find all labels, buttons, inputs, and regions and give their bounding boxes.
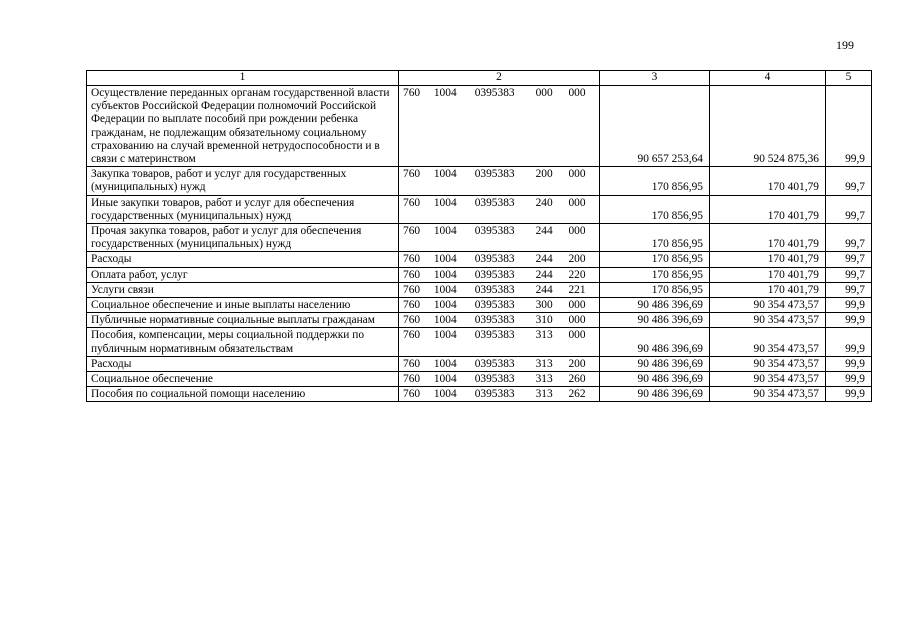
code-target-article: 0395383 (474, 388, 515, 401)
code-grbs: 760 (403, 283, 421, 296)
code-section: 1004 (433, 299, 457, 312)
row-execution-percent: 99,7 (826, 224, 872, 252)
code-grbs: 760 (403, 87, 421, 99)
header-col-5: 5 (826, 71, 872, 86)
row-codes (399, 372, 600, 387)
code-target-article: 0395383 (474, 268, 515, 281)
code-grbs: 760 (403, 373, 421, 386)
row-executed-amount: 90 354 473,57 (710, 298, 826, 313)
row-executed-amount: 90 354 473,57 (710, 328, 826, 356)
code-expense-type: 244 (535, 225, 553, 238)
code-expense-type: 244 (535, 268, 553, 281)
table-row (87, 252, 872, 267)
row-execution-percent: 99,9 (826, 313, 872, 328)
row-name: Пособия по социальной помощи населению (87, 387, 399, 402)
row-codes (399, 387, 600, 402)
table-row (87, 356, 872, 371)
code-expense-type: 240 (535, 196, 553, 209)
row-codes (399, 224, 600, 252)
table-row (87, 267, 872, 282)
code-section: 1004 (433, 357, 457, 370)
row-codes (399, 167, 600, 195)
row-executed-amount: 170 401,79 (710, 224, 826, 252)
code-grbs: 760 (403, 168, 421, 181)
row-executed-amount: 170 401,79 (710, 252, 826, 267)
row-planned-amount: 90 486 396,69 (600, 328, 710, 356)
table-row (87, 387, 872, 402)
row-execution-percent: 99,9 (826, 328, 872, 356)
row-name: Социальное обеспечение (87, 372, 399, 387)
row-codes (399, 195, 600, 223)
code-kosgu: 000 (568, 168, 586, 181)
code-expense-type: 313 (535, 357, 553, 370)
row-execution-percent: 99,7 (826, 252, 872, 267)
row-codes (399, 356, 600, 371)
code-kosgu: 000 (568, 87, 586, 99)
row-planned-amount: 170 856,95 (600, 195, 710, 223)
header-col-4: 4 (710, 71, 826, 86)
code-kosgu: 000 (568, 314, 586, 327)
code-section: 1004 (433, 314, 457, 327)
row-execution-percent: 99,9 (826, 298, 872, 313)
row-executed-amount: 170 401,79 (710, 267, 826, 282)
row-planned-amount: 90 486 396,69 (600, 356, 710, 371)
code-target-article: 0395383 (474, 283, 515, 296)
code-grbs: 760 (403, 314, 421, 327)
row-executed-amount: 90 354 473,57 (710, 387, 826, 402)
row-executed-amount: 170 401,79 (710, 282, 826, 297)
code-target-article: 0395383 (474, 357, 515, 370)
code-expense-type: 313 (535, 329, 553, 342)
code-kosgu: 200 (568, 357, 586, 370)
code-grbs: 760 (403, 225, 421, 238)
header-row (87, 71, 872, 86)
table-row (87, 86, 872, 167)
row-name: Публичные нормативные социальные выплаты гражданам (87, 313, 399, 328)
code-target-article: 0395383 (474, 373, 515, 386)
code-kosgu: 260 (568, 373, 586, 386)
row-name: Услуги связи (87, 282, 399, 297)
row-executed-amount: 90 524 875,36 (710, 86, 826, 167)
row-executed-amount: 170 401,79 (710, 167, 826, 195)
code-target-article: 0395383 (474, 87, 515, 99)
row-execution-percent: 99,9 (826, 372, 872, 387)
table-body (87, 86, 872, 402)
code-target-article: 0395383 (474, 225, 515, 238)
code-grbs: 760 (403, 253, 421, 266)
code-kosgu: 000 (568, 196, 586, 209)
row-planned-amount: 170 856,95 (600, 167, 710, 195)
code-kosgu: 000 (568, 225, 586, 238)
table-row (87, 282, 872, 297)
row-name: Прочая закупка товаров, работ и услуг для обеспечения государственных (муниципальных) нужд (87, 224, 399, 252)
code-target-article: 0395383 (474, 314, 515, 327)
code-section: 1004 (433, 253, 457, 266)
table-row (87, 224, 872, 252)
row-executed-amount: 90 354 473,57 (710, 356, 826, 371)
row-codes (399, 86, 600, 167)
code-expense-type: 313 (535, 388, 553, 401)
code-section: 1004 (433, 196, 457, 209)
code-expense-type: 300 (535, 299, 553, 312)
row-planned-amount: 90 486 396,69 (600, 372, 710, 387)
code-section: 1004 (433, 268, 457, 281)
code-grbs: 760 (403, 329, 421, 342)
row-planned-amount: 90 486 396,69 (600, 298, 710, 313)
code-target-article: 0395383 (474, 253, 515, 266)
code-target-article: 0395383 (474, 196, 515, 209)
code-kosgu: 200 (568, 253, 586, 266)
row-execution-percent: 99,9 (826, 356, 872, 371)
row-name: Иные закупки товаров, работ и услуг для обеспечения государственных (муниципальных) нужд (87, 195, 399, 223)
row-planned-amount: 170 856,95 (600, 224, 710, 252)
header-col-2: 2 (399, 71, 600, 86)
code-section: 1004 (433, 329, 457, 342)
code-expense-type: 313 (535, 373, 553, 386)
code-grbs: 760 (403, 299, 421, 312)
code-section: 1004 (433, 283, 457, 296)
row-executed-amount: 90 354 473,57 (710, 372, 826, 387)
row-name: Социальное обеспечение и иные выплаты населению (87, 298, 399, 313)
code-kosgu: 220 (568, 268, 586, 281)
page-number: 199 (836, 38, 854, 52)
code-target-article: 0395383 (474, 168, 515, 181)
code-grbs: 760 (403, 268, 421, 281)
code-expense-type: 000 (535, 87, 553, 99)
row-codes (399, 328, 600, 356)
code-section: 1004 (433, 373, 457, 386)
row-name: Оплата работ, услуг (87, 267, 399, 282)
row-codes (399, 282, 600, 297)
row-name: Расходы (87, 252, 399, 267)
row-execution-percent: 99,7 (826, 282, 872, 297)
row-planned-amount: 90 486 396,69 (600, 387, 710, 402)
code-expense-type: 244 (535, 253, 553, 266)
table-row (87, 328, 872, 356)
header-col-3: 3 (600, 71, 710, 86)
row-execution-percent: 99,7 (826, 195, 872, 223)
row-name: Расходы (87, 356, 399, 371)
row-execution-percent: 99,7 (826, 267, 872, 282)
row-executed-amount: 90 354 473,57 (710, 313, 826, 328)
row-execution-percent: 99,9 (826, 86, 872, 167)
row-codes (399, 313, 600, 328)
code-kosgu: 221 (568, 283, 586, 296)
code-expense-type: 200 (535, 168, 553, 181)
header-col-1: 1 (87, 71, 399, 86)
code-section: 1004 (433, 168, 457, 181)
row-codes (399, 298, 600, 313)
row-planned-amount: 170 856,95 (600, 282, 710, 297)
row-execution-percent: 99,9 (826, 387, 872, 402)
code-expense-type: 310 (535, 314, 553, 327)
code-kosgu: 262 (568, 388, 586, 401)
row-name: Осуществление переданных органам государственной власти субъектов Российской Федерации полномочий Российской Федерации по выплате пособий при рождении ребенка гражданам, не подлежащим обязательному социальному страхованию на случай временной нетрудоспособности и в связи с материнством (87, 86, 399, 167)
row-execution-percent: 99,7 (826, 167, 872, 195)
code-target-article: 0395383 (474, 329, 515, 342)
code-grbs: 760 (403, 388, 421, 401)
table-row (87, 167, 872, 195)
row-planned-amount: 90 486 396,69 (600, 313, 710, 328)
budget-table (86, 70, 872, 402)
code-section: 1004 (433, 225, 457, 238)
row-executed-amount: 170 401,79 (710, 195, 826, 223)
row-name: Закупка товаров, работ и услуг для государственных (муниципальных) нужд (87, 167, 399, 195)
code-section: 1004 (433, 87, 457, 99)
table-row (87, 372, 872, 387)
code-kosgu: 000 (568, 299, 586, 312)
code-section: 1004 (433, 388, 457, 401)
row-planned-amount: 90 657 253,64 (600, 86, 710, 167)
code-grbs: 760 (403, 357, 421, 370)
row-codes (399, 267, 600, 282)
row-name: Пособия, компенсации, меры социальной поддержки по публичным нормативным обязательствам (87, 328, 399, 356)
table-row (87, 298, 872, 313)
code-grbs: 760 (403, 196, 421, 209)
table-row (87, 195, 872, 223)
code-expense-type: 244 (535, 283, 553, 296)
row-planned-amount: 170 856,95 (600, 252, 710, 267)
table-row (87, 313, 872, 328)
code-kosgu: 000 (568, 329, 586, 342)
row-planned-amount: 170 856,95 (600, 267, 710, 282)
row-codes (399, 252, 600, 267)
code-target-article: 0395383 (474, 299, 515, 312)
